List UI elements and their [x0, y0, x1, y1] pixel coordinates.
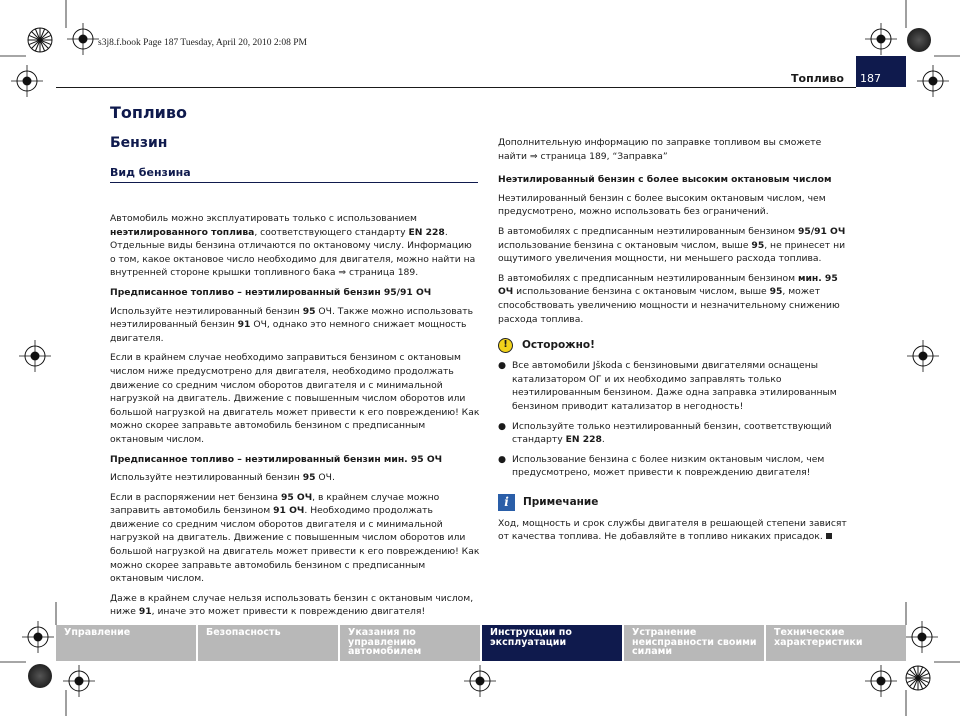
note-title: Примечание [523, 495, 599, 508]
registration-mark [905, 620, 939, 654]
page-title: Топливо [110, 103, 188, 122]
page-number: 187 [856, 56, 906, 87]
sunburst-mark [26, 26, 54, 54]
subsection-title: Вид бензина [110, 166, 191, 179]
end-square-icon [826, 533, 832, 539]
registration-mark [906, 339, 940, 373]
header-section-title: Топливо [791, 72, 844, 85]
registration-mark [864, 22, 898, 56]
subheading-min-95: Предписанное топливо – неэтилированный бензин мин. 95 ОЧ [110, 453, 443, 465]
subheading-higher-octane: Неэтилированный бензин с более высоким октановым числом [498, 174, 832, 186]
paragraph: Неэтилированный бензин с более высоким октановым числом, чем предусмотрено, можно использовать без ограничений. [498, 192, 826, 218]
bullet-icon: ● [498, 453, 507, 465]
warning-bullet: ● Используйте только неэтилированный бензин, соответствующий стандарту EN 228. [498, 420, 832, 446]
warning-bullet: ● Все автомобили Jškoda с бензиновыми двигателями оснащены катализатором ОГ и их необходимо заправлять только неэтилированным бензином. Даже одна заправка этилированным бензином приводит катализатор в негодность! [498, 360, 837, 412]
tab-technical-data[interactable]: Технические характеристики [766, 625, 906, 661]
chapter-tabs [56, 625, 906, 661]
registration-mark [66, 22, 100, 56]
intro-paragraph: Автомобиль можно эксплуатировать только с использованием неэтилированного топлива, соответствующего стандарту EN 228. Отдельные виды бензина отличаются по октановому числу. Информацию о том, какое октановое число необходимо для двигателя, можно найти на внутренней стороне крышки топливного бака ⇒ страница 189. [110, 213, 476, 279]
registration-mark [62, 664, 96, 698]
tab-driving-tips[interactable]: Указания по управлению автомобилем [340, 625, 480, 661]
registration-mark [916, 64, 950, 98]
registration-mark [21, 620, 55, 654]
warning-icon: ! [498, 338, 513, 353]
paragraph: Используйте неэтилированный бензин 95 ОЧ. [110, 472, 335, 484]
solid-circle-mark [28, 664, 52, 688]
note-heading [498, 494, 848, 511]
paragraph: Если в крайнем случае необходимо заправиться бензином с октановым числом ниже предусмотрено для двигателя, необходимо продолжать движение со средним числом оборотов двигателя и с минимальной нагрузкой на двигатель. Движение с повышенным числом оборотов или большой нагрузкой на двигатель может привести к его повреждению! Как можно скорее заправьте автомобиль бензином с предписанным октановым числом. [110, 352, 480, 445]
bullet-icon: ● [498, 360, 507, 372]
warning-bullet: ● Использование бензина с более низким октановым числом, чем предусмотрено, может привести к повреждению двигателя! [498, 453, 825, 479]
tab-controls[interactable]: Управление [56, 625, 196, 661]
print-info: s3j8.f.book Page 187 Tuesday, April 20, 2010 2:08 PM [98, 38, 307, 48]
section-title: Бензин [110, 135, 168, 151]
warning-title: Осторожно! [522, 338, 595, 351]
registration-mark [18, 339, 52, 373]
solid-circle-mark [907, 28, 931, 52]
registration-mark [10, 64, 44, 98]
tab-do-it-yourself[interactable]: Устранение неисправности своими силами [624, 625, 764, 661]
paragraph: Дополнительную информацию по заправке топливом вы сможете найти ⇒ страница 189, “Заправка” [498, 137, 822, 162]
subheading-95-91: Предписанное топливо – неэтилированный бензин 95/91 ОЧ [110, 286, 432, 298]
header-rule [56, 87, 856, 88]
bullet-icon: ● [498, 420, 507, 432]
subsection-rule [110, 182, 478, 183]
registration-mark [864, 664, 898, 698]
info-icon: i [498, 494, 515, 511]
paragraph: Даже в крайнем случае нельзя использовать бензин с октановым числом, ниже 91, иначе это может привести к повреждению двигателя! [110, 592, 474, 618]
right-column [498, 136, 848, 550]
paragraph: В автомобилях с предписанным неэтилированным бензином мин. 95 ОЧ использование бензина с октановым числом, выше 95, может способствовать увеличению мощности и незначительному снижению расхода топлива. [498, 272, 840, 325]
paragraph: Если в распоряжении нет бензина 95 ОЧ, в крайнем случае можно заправить автомобиль бензином 91 ОЧ. Необходимо продолжать движение со средним числом оборотов двигателя и с минимальной нагрузкой на двигатель. Движение с повышенным числом оборотов или большой нагрузкой на двигатель может привести к его повреждению! Как можно скорее заправьте автомобиль бензином с предписанным октановым числом. [110, 491, 480, 585]
sunburst-mark [904, 664, 932, 692]
note-text: Ход, мощность и срок службы двигателя в решающей степени зависят от качества топлива. Не добавляйте в топливо никаких присадок. [498, 517, 847, 543]
tab-operating-instructions[interactable]: Инструкции по эксплуатации [482, 625, 622, 661]
paragraph: Используйте неэтилированный бензин 95 ОЧ. Также можно использовать неэтилированный бензин 91 ОЧ, однако это немного снижает мощность двигателя. [110, 305, 474, 344]
warning-heading [498, 338, 848, 353]
paragraph: В автомобилях с предписанным неэтилированным бензином 95/91 ОЧ использование бензина с октановым числом, выше 95, не принесет ни ощутимого увеличения мощности, ни меньшего расхода топлива. [498, 225, 846, 265]
left-column [110, 212, 480, 625]
tab-safety[interactable]: Безопасность [198, 625, 338, 661]
registration-mark [463, 664, 497, 698]
